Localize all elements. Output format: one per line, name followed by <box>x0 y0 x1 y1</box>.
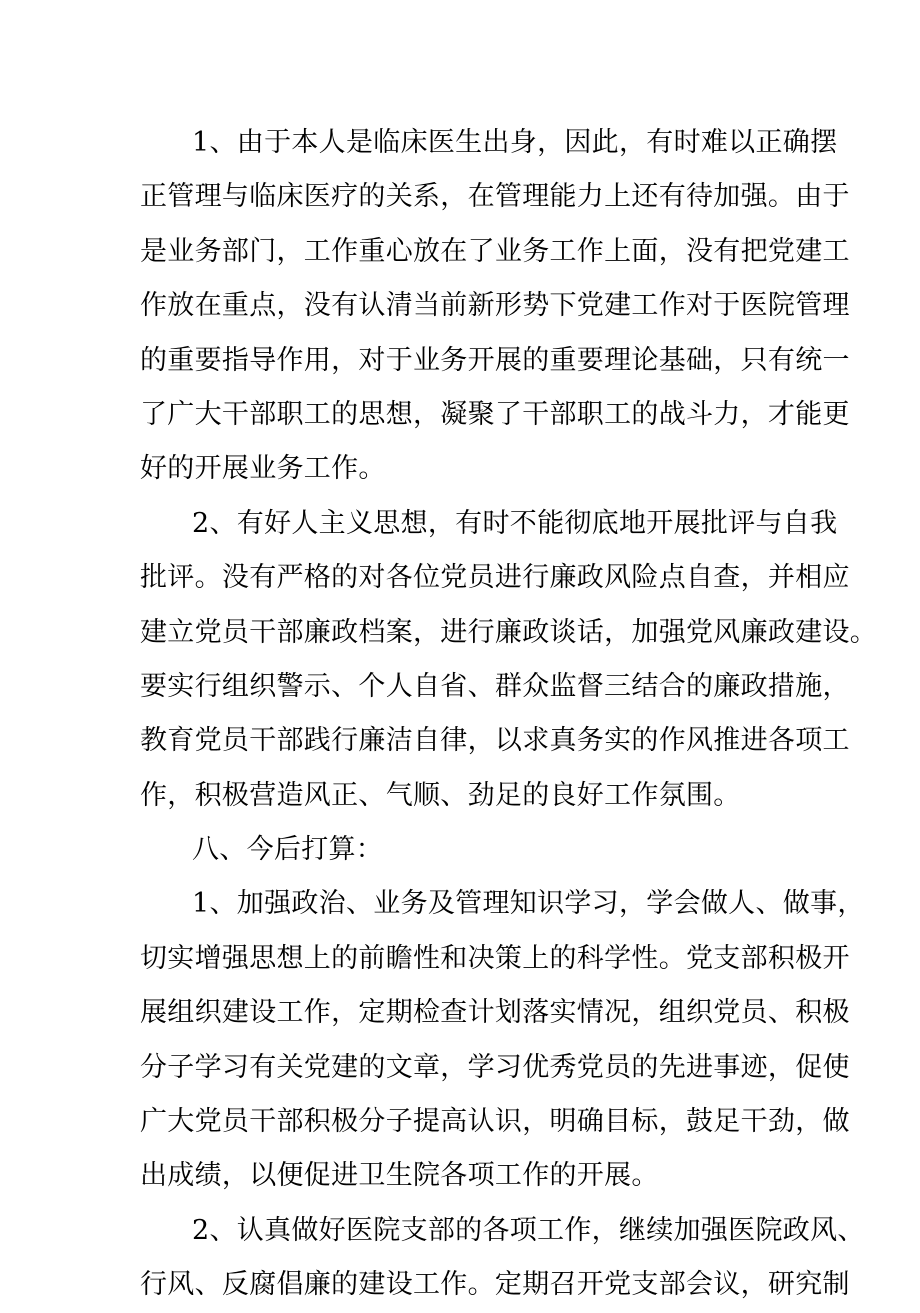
text-line: 2、认真做好医院支部的各项工作，继续加强医院政风、 <box>192 1214 865 1246</box>
text-line: 是业务部门，工作重心放在了业务工作上面，没有把党建工 <box>140 235 850 267</box>
text-line: 切实增强思想上的前瞻性和决策上的科学性。党支部积极开 <box>140 942 850 974</box>
text-line: 了广大干部职工的思想，凝聚了干部职工的战斗力，才能更 <box>140 398 850 430</box>
text-line: 行风、反腐倡廉的建设工作。定期召开党支部会议，研究制 <box>140 1269 850 1301</box>
text-line: 2、有好人主义思想，有时不能彻底地开展批评与自我 <box>192 507 838 539</box>
document-body <box>140 116 878 1313</box>
text-line: 1、加强政治、业务及管理知识学习，学会做人、做事， <box>192 888 865 920</box>
text-line: 作放在重点，没有认清当前新形势下党建工作对于医院管理 <box>140 290 850 322</box>
text-line: 建立党员干部廉政档案，进行廉政谈话，加强党风廉政建设。 <box>140 616 878 648</box>
section-heading: 八、今后打算： <box>192 834 384 866</box>
text-line: 分子学习有关党建的文章，学习优秀党员的先进事迹，促使 <box>140 1051 850 1083</box>
text-line: 好的开展业务工作。 <box>140 453 386 485</box>
text-line: 展组织建设工作，定期检查计划落实情况，组织党员、积极 <box>140 997 850 1029</box>
text-line: 要实行组织警示、个人自省、群众监督三结合的廉政措施， <box>140 670 850 702</box>
text-line: 作，积极营造风正、气顺、劲足的良好工作氛围。 <box>140 779 741 811</box>
text-line: 的重要指导作用，对于业务开展的重要理论基础，只有统一 <box>140 344 850 376</box>
text-line: 教育党员干部践行廉洁自律，以求真务实的作风推进各项工 <box>140 725 850 757</box>
text-line: 1、由于本人是临床医生出身，因此，有时难以正确摆 <box>192 127 838 158</box>
text-line: 出成绩，以便促进卫生院各项工作的开展。 <box>140 1160 659 1192</box>
text-line: 正管理与临床医疗的关系，在管理能力上还有待加强。由于 <box>140 181 850 213</box>
text-line: 广大党员干部积极分子提高认识，明确目标，鼓足干劲，做 <box>140 1106 850 1138</box>
text-line: 批评。没有严格的对各位党员进行廉政风险点自查，并相应 <box>140 562 850 594</box>
